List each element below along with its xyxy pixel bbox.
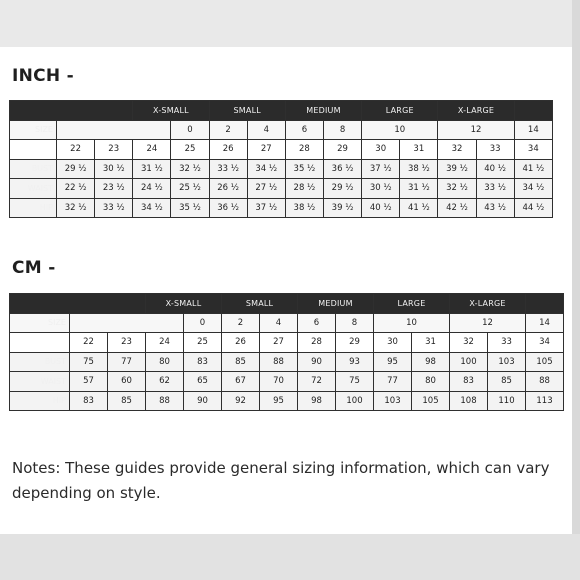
measurement-row-waist <box>10 372 564 392</box>
hip-cell: 110 <box>488 391 526 411</box>
waist-cell: 26 ½ <box>209 179 247 199</box>
measurement-row-bust <box>10 352 564 372</box>
row-label-waist: WAIST <box>10 372 70 392</box>
waist-cell: 75 <box>336 372 374 392</box>
hip-cell: 32 ½ <box>57 198 95 218</box>
row-label-hip: HIP <box>10 391 70 411</box>
bust-cell: 32 ½ <box>171 159 209 179</box>
waist-cell: 70 <box>260 372 298 392</box>
group-header-blank <box>10 294 146 314</box>
bust-cell: 36 ½ <box>323 159 361 179</box>
hip-cell: 103 <box>374 391 412 411</box>
size-cell: 12 <box>450 313 526 333</box>
numeric-size-cell: 25 <box>184 333 222 353</box>
row-label-bust: BUST <box>10 159 57 179</box>
numeric-size-cell: 27 <box>260 333 298 353</box>
numeric-size-cell: 24 <box>133 140 171 160</box>
bust-cell: 88 <box>260 352 298 372</box>
numeric-size-cell: 23 <box>95 140 133 160</box>
group-header-end <box>514 101 552 121</box>
waist-cell: 32 ½ <box>438 179 476 199</box>
measurement-row-hip <box>10 391 564 411</box>
waist-cell: 34 ½ <box>514 179 552 199</box>
size-group-header-row <box>10 294 564 314</box>
waist-cell: 67 <box>222 372 260 392</box>
bust-cell: 29 ½ <box>57 159 95 179</box>
hip-cell: 98 <box>298 391 336 411</box>
waist-cell: 77 <box>374 372 412 392</box>
waist-cell: 83 <box>450 372 488 392</box>
hip-cell: 88 <box>146 391 184 411</box>
group-large: LARGE <box>374 294 450 314</box>
numeric-size-cell: 29 <box>336 333 374 353</box>
inch-section-title: INCH - <box>12 66 75 86</box>
numeric-size-cell: 26 <box>209 140 247 160</box>
hip-cell: 85 <box>108 391 146 411</box>
numeric-size-cell: 27 <box>247 140 285 160</box>
size-cell: 4 <box>247 120 285 140</box>
waist-cell: 31 ½ <box>400 179 438 199</box>
bust-cell: 30 ½ <box>95 159 133 179</box>
measurement-row-bust <box>10 159 553 179</box>
bust-cell: 105 <box>526 352 564 372</box>
waist-cell: 65 <box>184 372 222 392</box>
bust-cell: 39 ½ <box>438 159 476 179</box>
bust-cell: 85 <box>222 352 260 372</box>
bust-cell: 31 ½ <box>133 159 171 179</box>
hip-cell: 35 ½ <box>171 198 209 218</box>
sizing-notes: Notes: These guides provide general sizing information, which can vary depending on style. <box>12 459 550 502</box>
size-cell-blank <box>57 120 171 140</box>
row-label-blank <box>10 333 70 353</box>
waist-cell: 62 <box>146 372 184 392</box>
hip-cell: 41 ½ <box>400 198 438 218</box>
numeric-size-cell: 23 <box>108 333 146 353</box>
group-small: SMALL <box>209 101 285 121</box>
bust-cell: 75 <box>70 352 108 372</box>
waist-cell: 29 ½ <box>323 179 361 199</box>
cm-size-table <box>9 293 564 411</box>
numeric-size-row <box>10 140 553 160</box>
numeric-size-cell: 28 <box>298 333 336 353</box>
size-cell: 10 <box>374 313 450 333</box>
hip-cell: 40 ½ <box>362 198 400 218</box>
numeric-size-cell: 33 <box>488 333 526 353</box>
bust-cell: 77 <box>108 352 146 372</box>
row-label-waist: WAIST <box>10 179 57 199</box>
hip-cell: 43 ½ <box>476 198 514 218</box>
size-cell: 14 <box>526 313 564 333</box>
waist-cell: 25 ½ <box>171 179 209 199</box>
hip-cell: 100 <box>336 391 374 411</box>
numeric-size-cell: 30 <box>362 140 400 160</box>
numeric-size-cell: 34 <box>526 333 564 353</box>
bust-cell: 41 ½ <box>514 159 552 179</box>
size-cell: 14 <box>514 120 552 140</box>
waist-cell: 57 <box>70 372 108 392</box>
row-label-hip: HIP <box>10 198 57 218</box>
bottom-shadow <box>0 534 580 580</box>
numeric-size-cell: 25 <box>171 140 209 160</box>
waist-cell: 33 ½ <box>476 179 514 199</box>
size-cell: 6 <box>285 120 323 140</box>
hip-cell: 33 ½ <box>95 198 133 218</box>
waist-cell: 24 ½ <box>133 179 171 199</box>
hip-cell: 42 ½ <box>438 198 476 218</box>
size-cell: 8 <box>336 313 374 333</box>
bust-cell: 34 ½ <box>247 159 285 179</box>
size-cell: 10 <box>362 120 438 140</box>
bust-cell: 90 <box>298 352 336 372</box>
numeric-size-cell: 34 <box>514 140 552 160</box>
hip-cell: 95 <box>260 391 298 411</box>
hip-cell: 83 <box>70 391 108 411</box>
inch-size-table <box>9 100 553 218</box>
hip-cell: 113 <box>526 391 564 411</box>
numeric-size-row <box>10 333 564 353</box>
group-x-large: X-LARGE <box>438 101 514 121</box>
bust-cell: 83 <box>184 352 222 372</box>
numeric-size-cell: 28 <box>285 140 323 160</box>
numeric-size-cell: 29 <box>323 140 361 160</box>
group-medium: MEDIUM <box>285 101 361 121</box>
hip-cell: 36 ½ <box>209 198 247 218</box>
waist-cell: 30 ½ <box>362 179 400 199</box>
size-cell: 0 <box>171 120 209 140</box>
group-large: LARGE <box>362 101 438 121</box>
numeric-size-cell: 33 <box>476 140 514 160</box>
group-header-blank <box>10 101 133 121</box>
size-cell: 2 <box>209 120 247 140</box>
bust-cell: 103 <box>488 352 526 372</box>
hip-cell: 108 <box>450 391 488 411</box>
hip-cell: 34 ½ <box>133 198 171 218</box>
hip-cell: 37 ½ <box>247 198 285 218</box>
row-label-size: SIZE <box>10 120 57 140</box>
bust-cell: 100 <box>450 352 488 372</box>
bust-cell: 38 ½ <box>400 159 438 179</box>
waist-cell: 72 <box>298 372 336 392</box>
bust-cell: 37 ½ <box>362 159 400 179</box>
size-group-header-row <box>10 101 553 121</box>
numeric-size-cell: 32 <box>450 333 488 353</box>
group-medium: MEDIUM <box>298 294 374 314</box>
waist-cell: 85 <box>488 372 526 392</box>
cm-section-title: CM - <box>12 258 56 278</box>
numeric-size-cell: 22 <box>70 333 108 353</box>
size-row <box>10 120 553 140</box>
right-shadow <box>572 0 580 580</box>
waist-cell: 23 ½ <box>95 179 133 199</box>
size-cell: 8 <box>323 120 361 140</box>
numeric-size-cell: 22 <box>57 140 95 160</box>
group-small: SMALL <box>222 294 298 314</box>
bust-cell: 80 <box>146 352 184 372</box>
row-label-blank <box>10 140 57 160</box>
size-cell: 4 <box>260 313 298 333</box>
hip-cell: 44 ½ <box>514 198 552 218</box>
size-cell: 12 <box>438 120 514 140</box>
group-x-small: X-SMALL <box>146 294 222 314</box>
waist-cell: 60 <box>108 372 146 392</box>
waist-cell: 28 ½ <box>285 179 323 199</box>
numeric-size-cell: 30 <box>374 333 412 353</box>
waist-cell: 27 ½ <box>247 179 285 199</box>
group-x-large: X-LARGE <box>450 294 526 314</box>
waist-cell: 22 ½ <box>57 179 95 199</box>
hip-cell: 92 <box>222 391 260 411</box>
waist-cell: 88 <box>526 372 564 392</box>
bust-cell: 95 <box>374 352 412 372</box>
group-x-small: X-SMALL <box>133 101 209 121</box>
bust-cell: 40 ½ <box>476 159 514 179</box>
size-row <box>10 313 564 333</box>
row-label-bust: BUST <box>10 352 70 372</box>
size-cell: 6 <box>298 313 336 333</box>
numeric-size-cell: 31 <box>400 140 438 160</box>
bust-cell: 98 <box>412 352 450 372</box>
bust-cell: 33 ½ <box>209 159 247 179</box>
row-label-size: SIZE <box>10 313 70 333</box>
size-cell-blank <box>70 313 184 333</box>
numeric-size-cell: 26 <box>222 333 260 353</box>
hip-cell: 38 ½ <box>285 198 323 218</box>
numeric-size-cell: 24 <box>146 333 184 353</box>
numeric-size-cell: 31 <box>412 333 450 353</box>
bust-cell: 35 ½ <box>285 159 323 179</box>
measurement-row-hip <box>10 198 553 218</box>
bust-cell: 93 <box>336 352 374 372</box>
waist-cell: 80 <box>412 372 450 392</box>
hip-cell: 39 ½ <box>323 198 361 218</box>
measurement-row-waist <box>10 179 553 199</box>
numeric-size-cell: 32 <box>438 140 476 160</box>
hip-cell: 105 <box>412 391 450 411</box>
size-cell: 0 <box>184 313 222 333</box>
size-cell: 2 <box>222 313 260 333</box>
hip-cell: 90 <box>184 391 222 411</box>
group-header-end <box>526 294 564 314</box>
